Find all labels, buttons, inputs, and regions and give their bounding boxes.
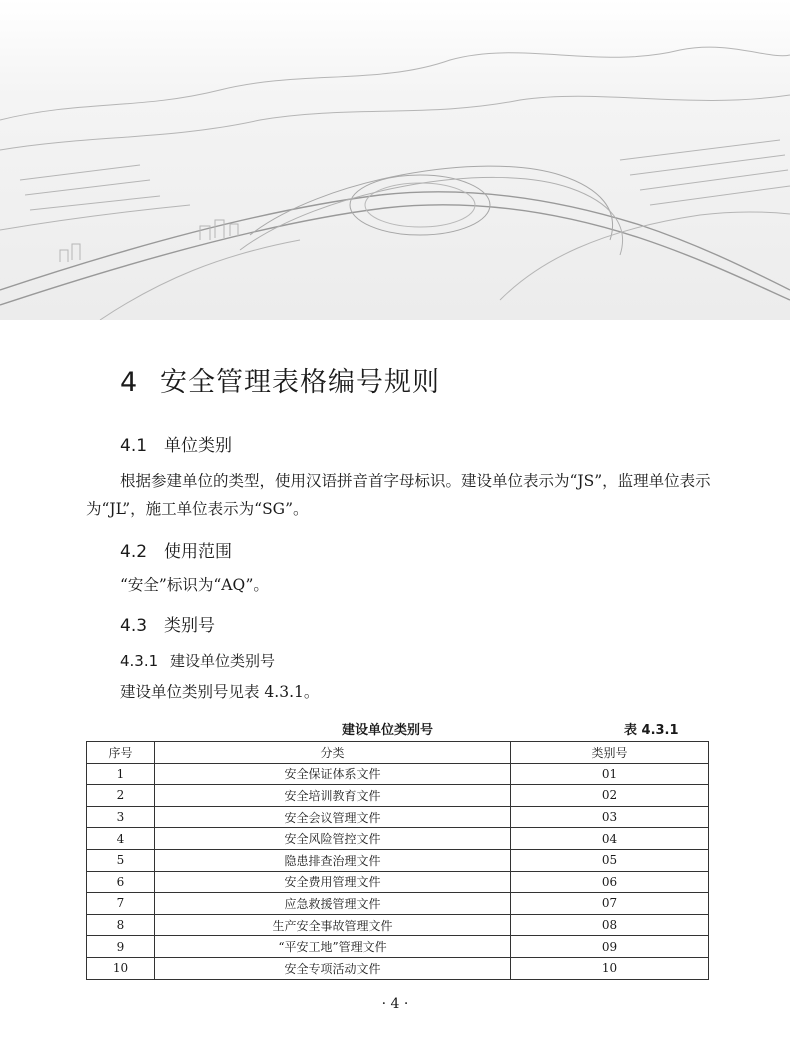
table-label: 表 4.3.1	[624, 723, 679, 738]
section-number: 4.2	[120, 542, 148, 562]
table-cell: 6	[87, 871, 155, 893]
table-row	[87, 785, 709, 807]
table-cell: 5	[87, 849, 155, 871]
table-cell: 安全培训教育文件	[155, 785, 511, 807]
header-banner-image	[0, 0, 790, 320]
table-cell: 8	[87, 914, 155, 936]
table-cell: 10	[511, 957, 709, 979]
section-heading-4-2	[120, 537, 232, 562]
table-row	[87, 806, 709, 828]
header-cell: 分类	[155, 742, 511, 764]
table-row	[87, 871, 709, 893]
table-row	[87, 849, 709, 871]
table-cell: 生产安全事故管理文件	[155, 914, 511, 936]
table-cell: 02	[511, 785, 709, 807]
table-cell: 隐患排查治理文件	[155, 849, 511, 871]
section-title: 类别号	[164, 616, 215, 636]
table-row	[87, 936, 709, 958]
subsection-title: 建设单位类别号	[170, 652, 276, 670]
table-cell: 2	[87, 785, 155, 807]
section-heading-4-1	[120, 431, 232, 456]
table-cell: 05	[511, 849, 709, 871]
table-cell: 1	[87, 763, 155, 785]
table-header-row	[87, 742, 709, 764]
paragraph-unit-category-line-2: 为“JL”，施工单位表示为“SG”。	[86, 500, 309, 518]
table-cell: 7	[87, 893, 155, 915]
table-cell: 03	[511, 806, 709, 828]
category-table	[86, 741, 709, 980]
table-cell: 04	[511, 828, 709, 850]
table-cell: “平安工地”管理文件	[155, 936, 511, 958]
page-number: · 4 ·	[381, 996, 409, 1012]
table-cell: 安全费用管理文件	[155, 871, 511, 893]
table-row	[87, 957, 709, 979]
section-heading-4-3	[120, 611, 215, 636]
table-cell: 9	[87, 936, 155, 958]
table-row	[87, 893, 709, 915]
chapter-number: 4	[120, 367, 139, 398]
chapter-heading	[120, 360, 440, 399]
table-cell: 10	[87, 957, 155, 979]
table-cell: 安全专项活动文件	[155, 957, 511, 979]
table-cell: 08	[511, 914, 709, 936]
table-row	[87, 828, 709, 850]
table-cell: 06	[511, 871, 709, 893]
header-cell: 类别号	[511, 742, 709, 764]
table-cell: 09	[511, 936, 709, 958]
table-cell: 安全保证体系文件	[155, 763, 511, 785]
table-row	[87, 763, 709, 785]
section-title: 使用范围	[164, 542, 232, 562]
paragraph-unit-category-line-1: 根据参建单位的类型，使用汉语拼音首字母标识。建设单位表示为“JS”，监理单位表示	[120, 472, 711, 490]
chapter-title: 安全管理表格编号规则	[160, 367, 440, 398]
table-cell: 4	[87, 828, 155, 850]
table-cell: 07	[511, 893, 709, 915]
table-row	[87, 914, 709, 936]
section-title: 单位类别	[164, 436, 232, 456]
table-cell: 安全风险管控文件	[155, 828, 511, 850]
table-cell: 3	[87, 806, 155, 828]
section-number: 4.3	[120, 616, 148, 636]
table-cell: 应急救援管理文件	[155, 893, 511, 915]
table-caption: 建设单位类别号	[342, 723, 434, 738]
subsection-heading-4-3-1	[120, 650, 275, 671]
table-cell: 安全会议管理文件	[155, 806, 511, 828]
paragraph-scope: “安全”标识为“AQ”。	[120, 576, 269, 594]
section-number: 4.1	[120, 436, 148, 456]
table-cell: 01	[511, 763, 709, 785]
header-cell: 序号	[87, 742, 155, 764]
paragraph-table-reference: 建设单位类别号见表 4.3.1。	[120, 683, 320, 701]
subsection-number: 4.3.1	[120, 652, 159, 670]
